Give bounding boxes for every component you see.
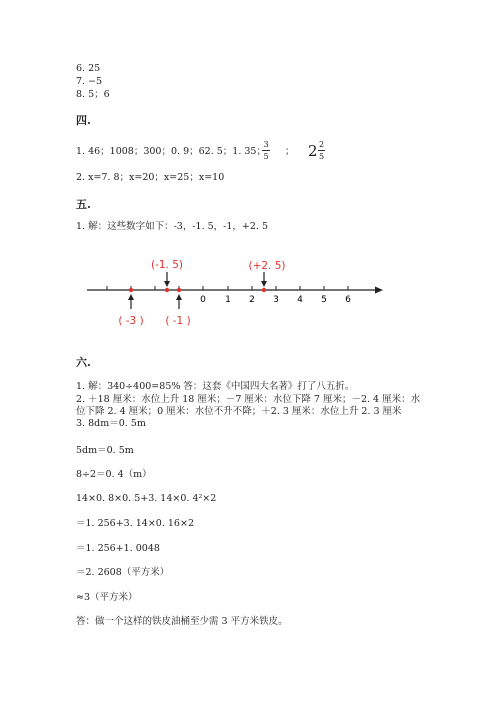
tick-label: 4 [297,295,303,305]
section-4-answer-1: 1. 46；1008；300；0. 9；62. 5；1. 35； [76,146,266,157]
section-6-line-7: 14×0. 8×0. 5+3. 14×0. 4²×2 [76,493,217,504]
section-6-line-12: 答：做一个这样的铁皮油桶至少需 3 平方米铁皮。 [76,616,288,627]
section-5-heading: 五. [76,198,91,211]
fraction-numerator: 2 [318,140,325,149]
label-minus-1-5: (-1. 5) [150,259,184,271]
section-6-line-10: ＝2. 2608（平方米） [76,567,170,578]
fraction-numerator: 3 [263,140,269,149]
arrow-down-icon [164,281,170,287]
mixed-number-whole: 2 [308,142,318,160]
section-4-heading: 四. [76,114,91,127]
section-6-line-3: 位下降 2. 4 厘米；0 厘米：水位不升不降；＋2. 3 厘米：水位上升 2. 3 厘米 [76,406,402,417]
tick-label: 1 [225,295,231,305]
section-6-line-2: 2. ＋18 厘米：水位上升 18 厘米；－7 厘米：水位下降 7 厘米；－2. 4 厘米：水 [76,394,421,405]
fraction-denominator: 5 [318,152,325,161]
tick-label: 6 [345,295,351,305]
section-6-line-11: ≈3（平方米） [76,592,138,603]
section-6-line-9: ＝1. 256+1. 0048 [76,543,160,554]
section-6-line-5: 5dm＝0. 5m [76,445,134,456]
label-minus-3: ( -3 ) [118,315,144,327]
section-6-line-4: 3. 8dm＝0. 5m [76,418,146,429]
fraction-separator: ； [285,146,295,157]
section-6-line-1: 1. 解：340÷400=85% 答：这套《中国四大名著》打了八五折。 [76,381,355,392]
section-6-heading: 六. [76,356,91,369]
answer-8: 8. 5；6 [76,89,110,100]
fraction-denominator: 5 [263,152,269,161]
answer-7: 7. −5 [76,76,103,87]
arrow-down-icon [261,281,267,287]
arrow-up-icon [176,294,182,300]
label-plus-2-5: (+2. 5) [248,260,286,272]
section-4-answer-2: 2. x=7. 8；x=20；x=25；x=10 [76,172,225,183]
section-6-line-8: ＝1. 256+3. 14×0. 16×2 [76,518,194,529]
marker-minus-3 [129,288,133,292]
answer-6: 6. 25 [76,63,101,74]
arrow-up-icon [128,294,134,300]
section-6-line-6: 8÷2＝0. 4（m） [76,469,152,480]
marker-minus-1 [177,288,181,292]
tick-label: 5 [321,295,327,305]
tick-label: 3 [273,295,279,305]
marker-plus-2-5 [262,288,266,292]
label-minus-1: ( -1 ) [165,315,191,327]
tick-label: 2 [249,295,255,305]
arrow-head-icon [375,287,383,294]
tick-label: 0 [200,295,206,305]
marker-minus-1-5 [165,288,169,292]
section-5-answer-1: 1. 解：这些数字如下：-3，-1. 5，-1，+2. 5 [76,221,269,232]
